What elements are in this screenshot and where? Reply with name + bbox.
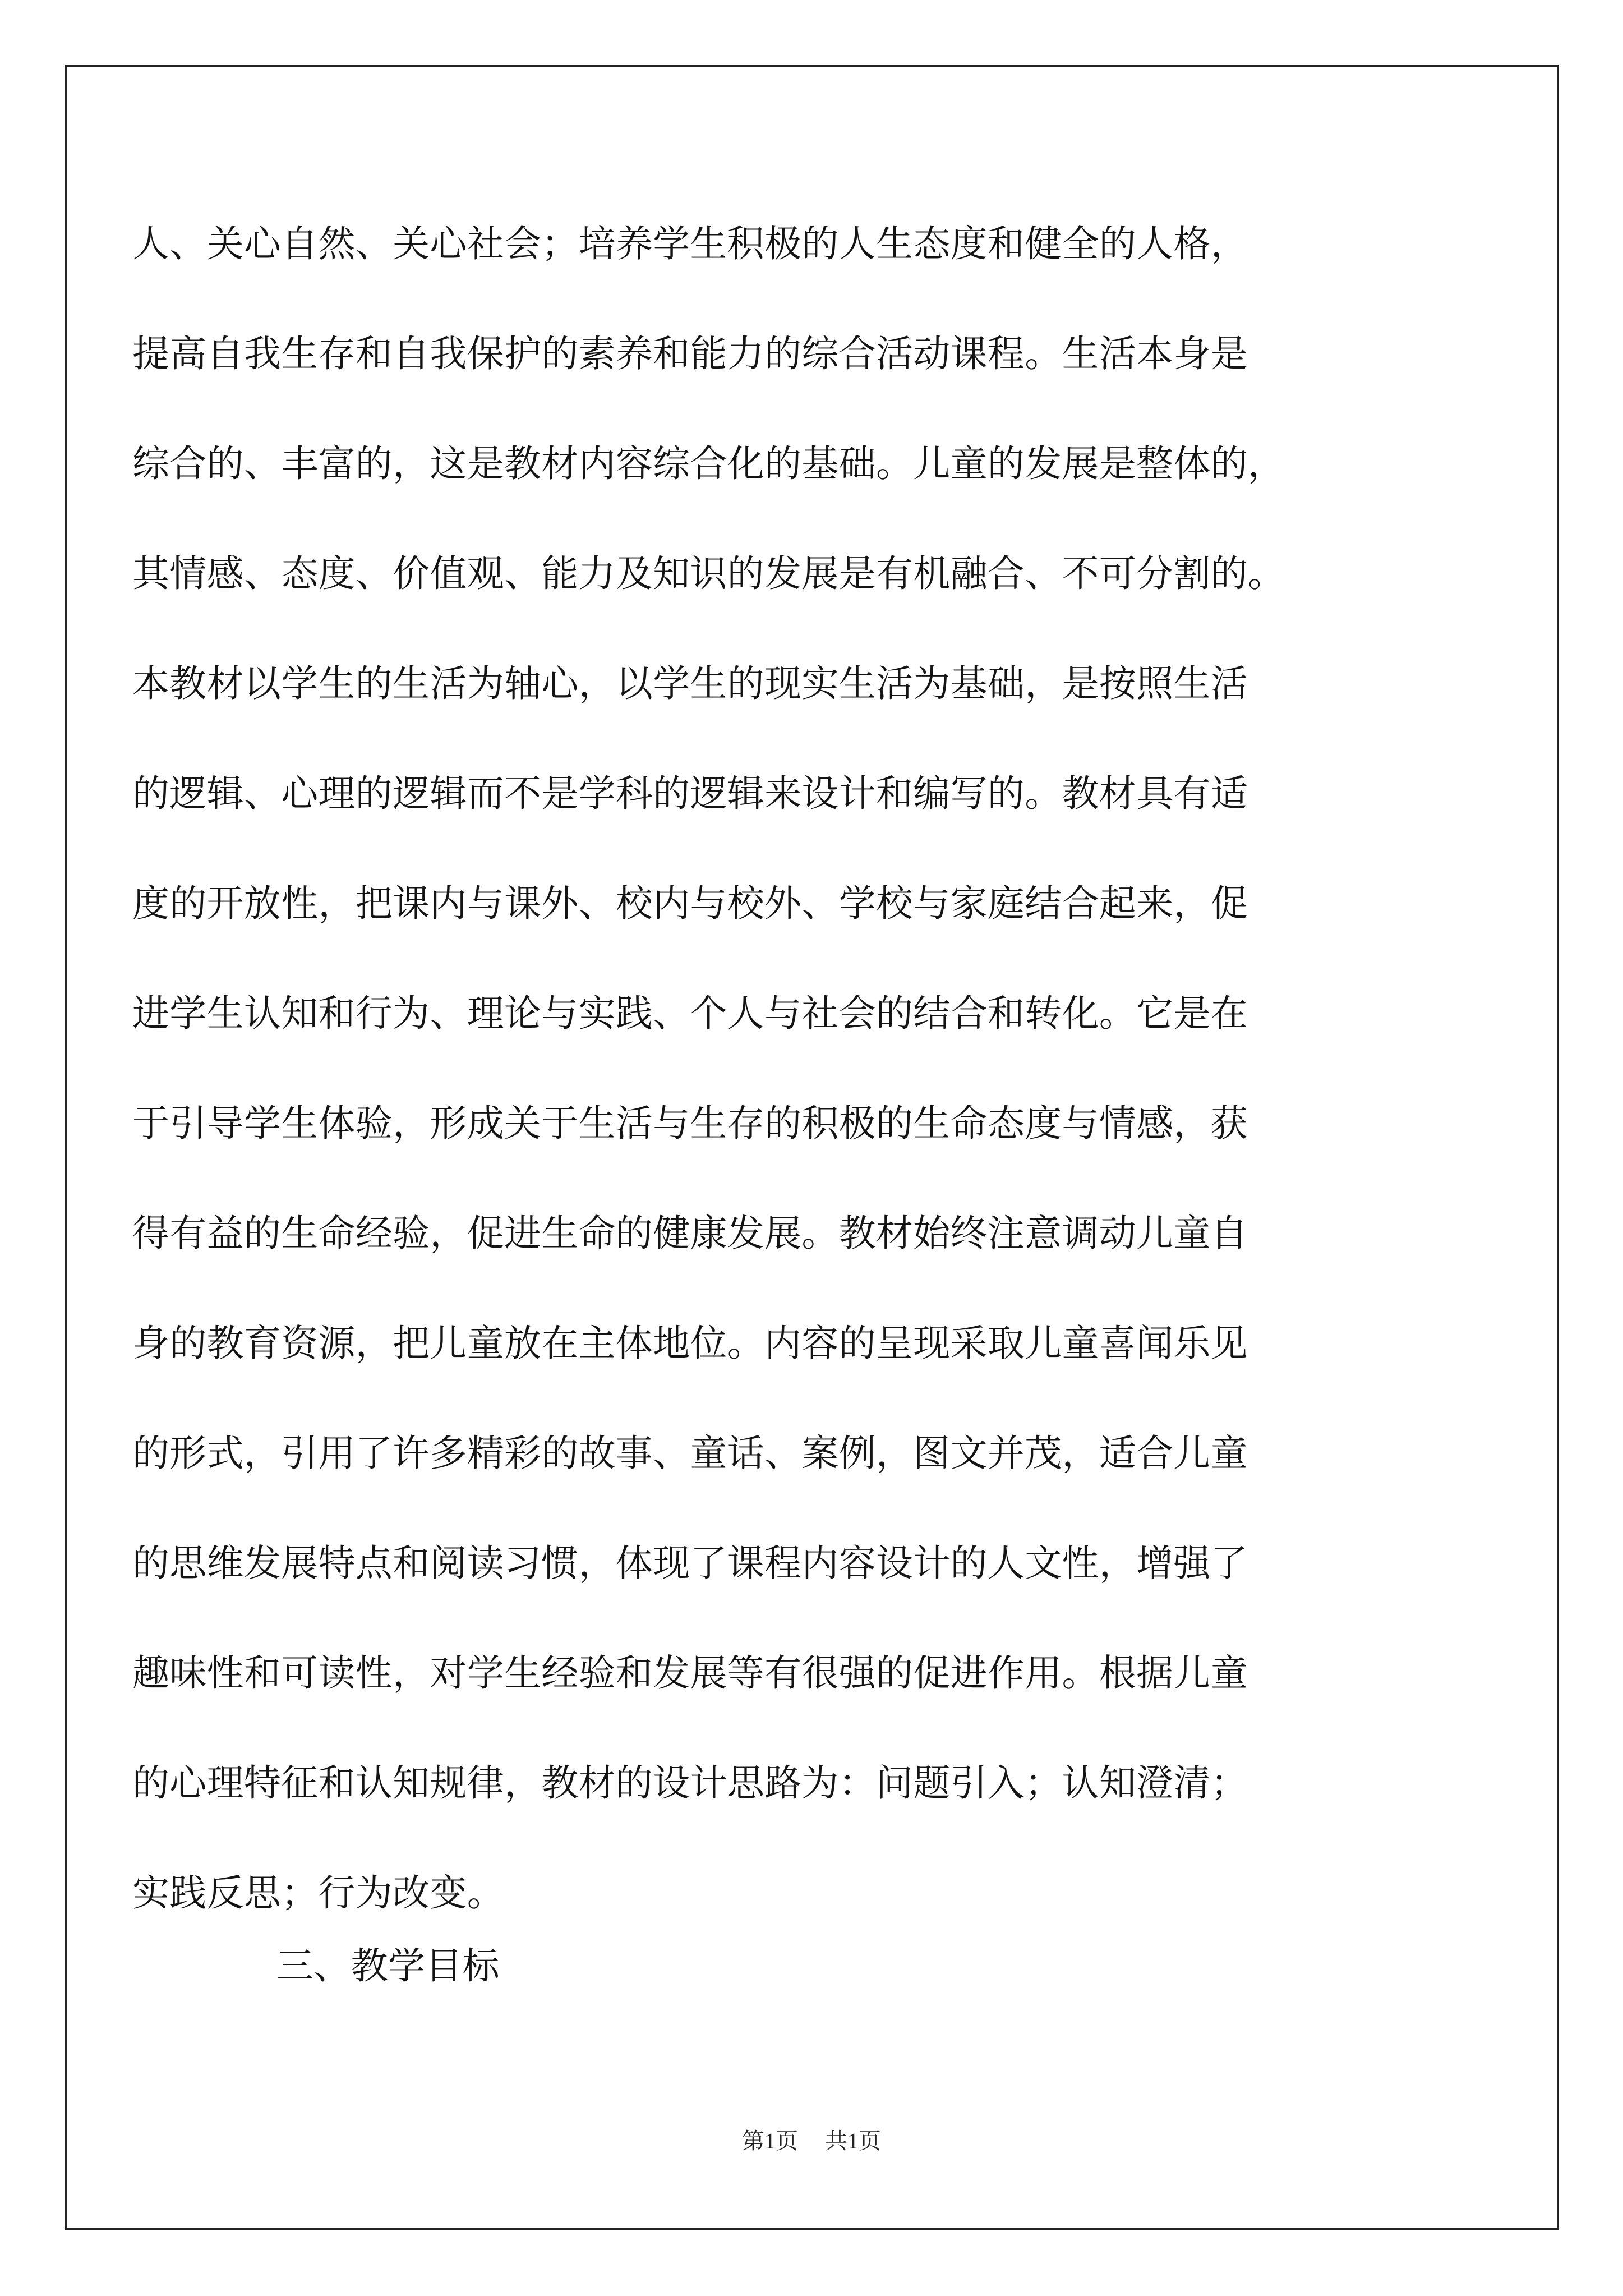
- body-line: 身的教育资源，把儿童放在主体地位。内容的呈现采取儿童喜闻乐见: [132, 1322, 1248, 1365]
- section-heading: 三、教学目标: [276, 1944, 500, 1987]
- body-line: 的逻辑、心理的逻辑而不是学科的逻辑来设计和编写的。教材具有适: [132, 772, 1248, 815]
- body-line: 于引导学生体验，形成关于生活与生存的积极的生命态度与情感，获: [132, 1102, 1248, 1145]
- body-line: 趣味性和可读性，对学生经验和发展等有很强的促进作用。根据儿童: [132, 1651, 1248, 1695]
- page-number: 第1页: [742, 2128, 798, 2154]
- body-line: 其情感、态度、价值观、能力及知识的发展是有机融合、不可分割的。: [132, 552, 1285, 595]
- body-line: 本教材以学生的生活为轴心，以学生的现实生活为基础，是按照生活: [132, 662, 1248, 705]
- body-line: 的形式，引用了许多精彩的故事、童话、案例，图文并茂，适合儿童: [132, 1432, 1248, 1475]
- body-line: 度的开放性，把课内与课外、校内与校外、学校与家庭结合起来，促: [132, 882, 1248, 925]
- body-line: 的思维发展特点和阅读习惯，体现了课程内容设计的人文性，增强了: [132, 1542, 1248, 1585]
- body-line: 提高自我生存和自我保护的素养和能力的综合活动课程。生活本身是: [132, 332, 1248, 375]
- body-line: 得有益的生命经验，促进生命的健康发展。教材始终注意调动儿童自: [132, 1212, 1248, 1255]
- page-total: 共1页: [825, 2128, 881, 2154]
- body-line: 实践反思；行为改变。: [132, 1871, 504, 1915]
- body-line: 的心理特征和认知规律，教材的设计思路为：问题引入；认知澄清；: [132, 1761, 1248, 1805]
- page-footer: [0, 2123, 1623, 2155]
- body-line: 进学生认知和行为、理论与实践、个人与社会的结合和转化。它是在: [132, 992, 1248, 1035]
- body-line: 人、关心自然、关心社会；培养学生积极的人生态度和健全的人格，: [132, 222, 1248, 265]
- body-text: [132, 216, 1506, 1975]
- body-line: 综合的、丰富的，这是教材内容综合化的基础。儿童的发展是整体的，: [132, 442, 1285, 485]
